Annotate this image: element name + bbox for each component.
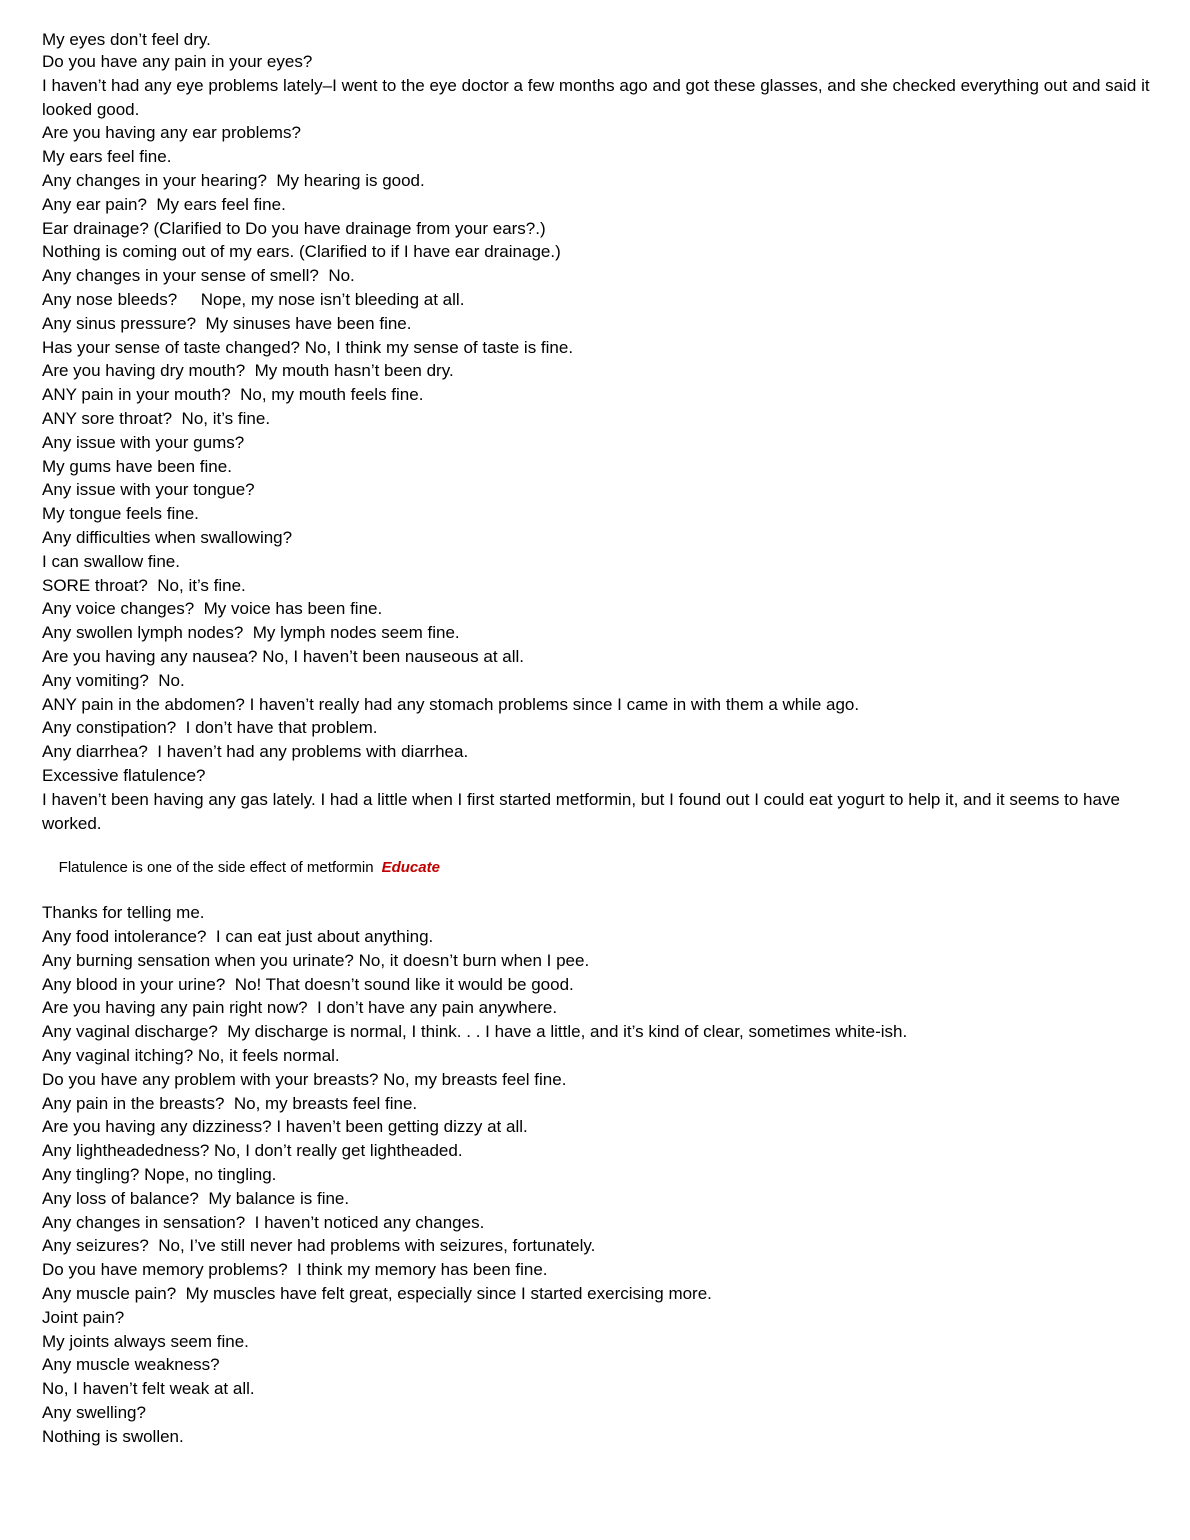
transcript-line: Excessive flatulence?: [42, 765, 206, 785]
transcript-line: Any vaginal itching? No, it feels normal.: [42, 1046, 340, 1066]
transcript-line: Nothing is coming out of my ears. (Clarified to if I have ear drainage.): [42, 242, 561, 262]
transcript-line: ANY sore throat? No, it’s fine.: [42, 408, 271, 428]
transcript-lines-after: [42, 901, 1152, 1448]
transcript-lines-before: [42, 28, 1155, 835]
transcript-line: Any pain in the breasts? No, my breasts feel fine.: [42, 1093, 418, 1113]
transcript-line: Any seizures? No, I’ve still never had problems with seizures, fortunately.: [42, 1236, 596, 1256]
transcript-line: Any loss of balance? My balance is fine.: [42, 1188, 350, 1208]
transcript-line: ANY pain in your mouth? No, my mouth feels fine.: [42, 385, 424, 405]
transcript-line: Any vaginal discharge? My discharge is normal, I think. . . I have a little, and it’s kind of clear, sometimes white-ish.: [42, 1022, 908, 1042]
transcript-line: My tongue feels fine.: [42, 504, 199, 524]
transcript-line: No, I haven’t felt weak at all.: [42, 1379, 255, 1399]
transcript-line: My joints always seem fine.: [42, 1331, 249, 1351]
transcript-line: Are you having any ear problems?: [42, 123, 301, 143]
transcript-line: Joint pain?: [42, 1307, 125, 1327]
transcript-line: Any changes in your sense of smell? No.: [42, 266, 355, 286]
transcript-line: Any diarrhea? I haven’t had any problems with diarrhea.: [42, 742, 469, 762]
transcript-line: Do you have memory problems? I think my memory has been fine.: [42, 1260, 548, 1280]
transcript-line: Any vomiting? No.: [42, 670, 185, 690]
educate-tag: Educate: [381, 859, 440, 877]
transcript-line: Any lightheadedness? No, I don’t really get lightheaded.: [42, 1141, 463, 1161]
transcript-line: I can swallow fine.: [42, 551, 180, 571]
transcript-line: Any food intolerance? I can eat just about anything.: [42, 927, 434, 947]
transcript-line: My gums have been fine.: [42, 456, 232, 476]
transcript-line: I haven’t been having any gas lately. I had a little when I first started metformin, but I found out I could eat yogurt to help it, and it seems to have worked.: [42, 789, 1125, 833]
transcript-line: Any issue with your tongue?: [42, 480, 255, 500]
transcript-line: ANY pain in the abdomen? I haven’t really had any stomach problems since I came in with them a while ago.: [42, 694, 860, 714]
transcript-line: Are you having any dizziness? I haven’t been getting dizzy at all.: [42, 1117, 528, 1137]
transcript-line: Are you having dry mouth? My mouth hasn’t been dry.: [42, 361, 454, 381]
transcript-line: Any ear pain? My ears feel fine.: [42, 194, 286, 214]
transcript-line: I haven’t had any eye problems lately–I went to the eye doctor a few months ago and got these glasses, and she checked everything out and said it looked good.: [42, 75, 1155, 119]
transcript-line: Any burning sensation when you urinate? No, it doesn’t burn when I pee.: [42, 950, 590, 970]
transcript-line: Are you having any pain right now? I don’t have any pain anywhere.: [42, 998, 558, 1018]
document-body: [42, 28, 1155, 1449]
transcript-line: Any changes in sensation? I haven’t noticed any changes.: [42, 1212, 485, 1232]
transcript-line: Thanks for telling me.: [42, 903, 205, 923]
transcript-line: Any issue with your gums?: [42, 432, 245, 452]
transcript-line: Any sinus pressure? My sinuses have been fine.: [42, 313, 412, 333]
transcript-line: Any muscle weakness?: [42, 1355, 220, 1375]
transcript-line: Any nose bleeds? Nope, my nose isn’t bleeding at all.: [42, 289, 465, 309]
transcript-line: Any constipation? I don’t have that problem.: [42, 718, 378, 738]
transcript-line: Do you have any problem with your breasts? No, my breasts feel fine.: [42, 1069, 567, 1089]
transcript-line: Any tingling? Nope, no tingling.: [42, 1165, 277, 1185]
transcript-line: Has your sense of taste changed? No, I think my sense of taste is fine.: [42, 337, 574, 357]
transcript-line: My eyes don’t feel dry.: [42, 30, 211, 49]
transcript-line: Any voice changes? My voice has been fine.: [42, 599, 383, 619]
transcript-line: Do you have any pain in your eyes?: [42, 52, 313, 71]
transcript-line: Nothing is swollen.: [42, 1426, 184, 1446]
educate-note-text: Flatulence is one of the side effect of metformin: [58, 859, 374, 877]
transcript-line: Any muscle pain? My muscles have felt great, especially since I started exercising more.: [42, 1284, 712, 1304]
transcript-line: Ear drainage? (Clarified to Do you have drainage from your ears?.): [42, 218, 546, 238]
transcript-line: Are you having any nausea? No, I haven’t been nauseous at all.: [42, 646, 525, 666]
transcript-line: Any swelling?: [42, 1403, 146, 1423]
transcript-line: Any changes in your hearing? My hearing is good.: [42, 170, 425, 190]
transcript-line: SORE throat? No, it’s fine.: [42, 575, 246, 595]
transcript-line: My ears feel fine.: [42, 147, 172, 167]
transcript-line: Any blood in your urine? No! That doesn’t sound like it would be good.: [42, 974, 574, 994]
educate-note: [42, 835, 1152, 901]
transcript-line: Any difficulties when swallowing?: [42, 527, 293, 547]
transcript-line: Any swollen lymph nodes? My lymph nodes seem fine.: [42, 623, 460, 643]
